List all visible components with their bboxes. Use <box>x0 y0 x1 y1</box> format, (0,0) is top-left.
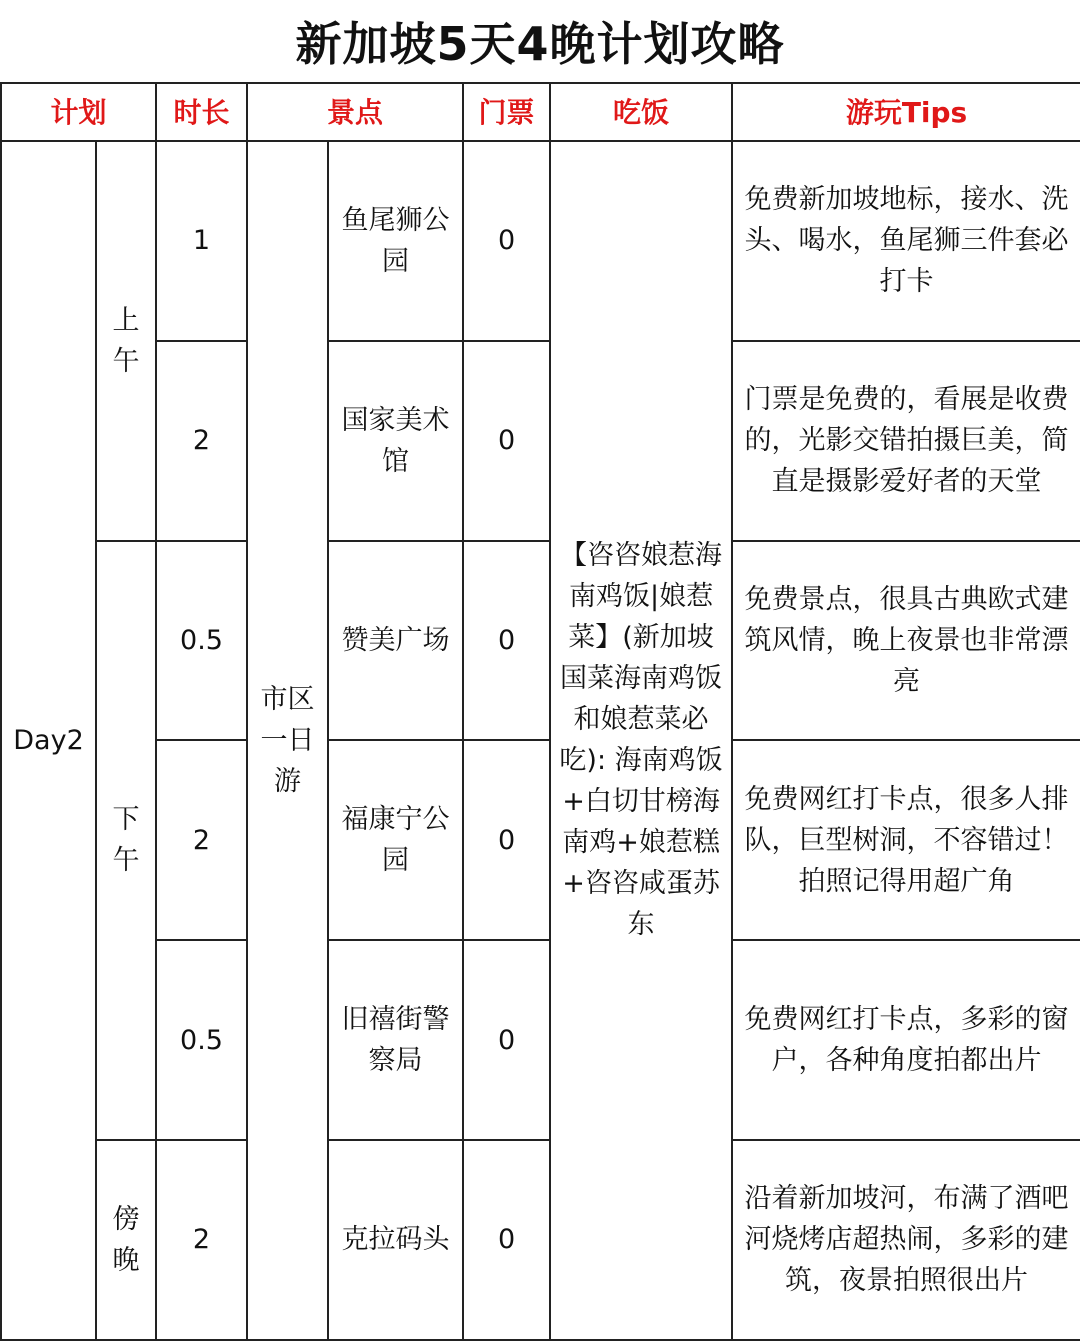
table-row <box>1 740 1080 940</box>
header-plan: 计划 <box>1 83 156 141</box>
duration-cell: 2 <box>156 1140 247 1340</box>
table-row <box>1 541 1080 741</box>
header-food: 吃饭 <box>550 83 732 141</box>
header-spot: 景点 <box>247 83 463 141</box>
ticket-cell: 0 <box>463 940 550 1140</box>
tips-cell: 免费新加坡地标，接水、洗头、喝水，鱼尾狮三件套必打卡 <box>732 141 1080 341</box>
tips-cell: 免费景点，很具古典欧式建筑风情，晚上夜景也非常漂亮 <box>732 541 1080 741</box>
header-row <box>1 83 1080 141</box>
spot-cell: 鱼尾狮公园 <box>328 141 463 341</box>
ticket-cell: 0 <box>463 141 550 341</box>
duration-cell: 0.5 <box>156 541 247 741</box>
table-row <box>1 940 1080 1140</box>
route-label: 市区一日游 <box>260 683 315 797</box>
food-cell: 【咨咨娘惹海南鸡饭|娘惹菜】(新加坡国菜海南鸡饭和娘惹菜必吃): 海南鸡饭+白切甘榜海南鸡+娘惹糕+咨咨咸蛋苏东 <box>550 141 732 1340</box>
duration-cell: 0.5 <box>156 940 247 1140</box>
tips-cell: 免费网红打卡点，很多人排队，巨型树洞，不容错过！拍照记得用超广角 <box>732 740 1080 940</box>
spot-cell: 国家美术馆 <box>328 341 463 541</box>
ticket-cell: 0 <box>463 541 550 741</box>
tips-cell: 沿着新加坡河，布满了酒吧河烧烤店超热闹，多彩的建筑，夜景拍照很出片 <box>732 1140 1080 1340</box>
page-title: 新加坡5天4晚计划攻略 <box>295 17 785 71</box>
tips-cell: 免费网红打卡点，多彩的窗户，各种角度拍都出片 <box>732 940 1080 1140</box>
spot-cell: 福康宁公园 <box>328 740 463 940</box>
header-duration: 时长 <box>156 83 247 141</box>
period-morning <box>96 141 156 541</box>
tips-cell: 门票是免费的，看展是收费的，光影交错拍摄巨美，简直是摄影爱好者的天堂 <box>732 341 1080 541</box>
spot-cell: 克拉码头 <box>328 1140 463 1340</box>
period-afternoon <box>96 541 156 1140</box>
period-afternoon-label: 下午 <box>112 804 140 877</box>
spot-cell: 赞美广场 <box>328 541 463 741</box>
table-row <box>1 341 1080 541</box>
itinerary-table <box>0 82 1080 1341</box>
header-ticket: 门票 <box>463 83 550 141</box>
duration-cell: 2 <box>156 740 247 940</box>
table-row <box>1 1140 1080 1340</box>
header-tips: 游玩Tips <box>732 83 1080 141</box>
table-row <box>1 141 1080 341</box>
period-morning-label: 上午 <box>112 304 140 377</box>
ticket-cell: 0 <box>463 1140 550 1340</box>
route-cell <box>247 141 328 1340</box>
spot-cell: 旧禧街警察局 <box>328 940 463 1140</box>
ticket-cell: 0 <box>463 740 550 940</box>
period-evening <box>96 1140 156 1340</box>
day-cell: Day2 <box>1 141 96 1340</box>
duration-cell: 1 <box>156 141 247 341</box>
ticket-cell: 0 <box>463 341 550 541</box>
duration-cell: 2 <box>156 341 247 541</box>
period-evening-label: 傍晚 <box>112 1203 140 1276</box>
